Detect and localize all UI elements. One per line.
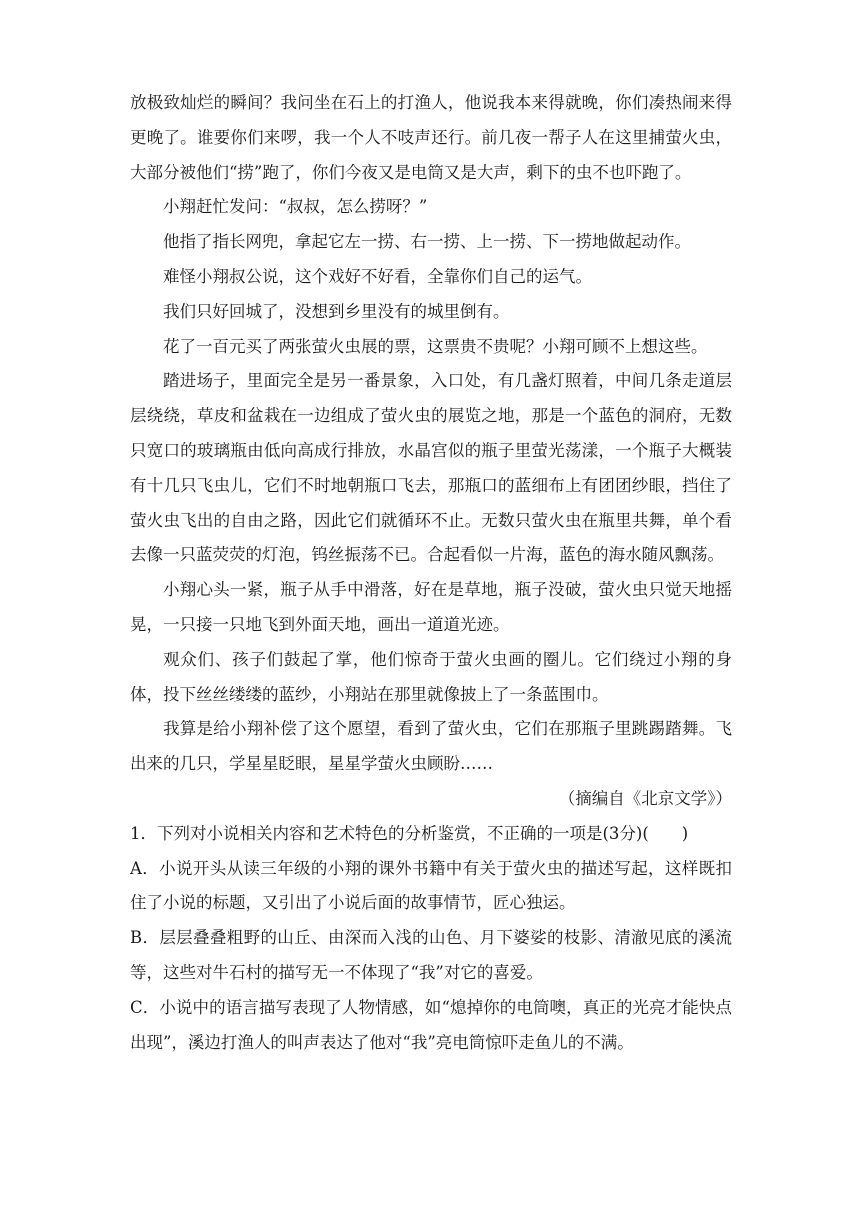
passage-paragraph-5: 我们只好回城了，没想到乡里没有的城里倒有。: [163, 301, 510, 321]
question-stem: 1．下列对小说相关内容和艺术特色的分析鉴赏，不正确的一项是(3分)( ): [130, 823, 689, 843]
passage-paragraph-3: 他指了指长网兜，拿起它左一捞、右一捞、上一捞、下一捞地做起动作。: [163, 232, 691, 252]
question-option-c: C．小说中的语言描写表现了人物情感，如“熄掉你的电筒噢，真正的光亮才能快点出现”，溪边打渔人的叫声表达了他对“我”亮电筒惊吓走鱼儿的不满。: [130, 997, 732, 1052]
passage-paragraph-10: 我算是给小翔补偿了这个愿望，看到了萤火虫，它们在那瓶子里跳踢踏舞。飞出来的几只，学星星眨眼，星星学萤火虫顾盼……: [130, 719, 732, 774]
passage-paragraph-8: 小翔心头一紧，瓶子从手中滑落，好在是草地，瓶子没破，萤火虫只觉天地摇晃，一只接一只地飞到外面天地，画出一道道光迹。: [130, 580, 732, 634]
passage-paragraph-6: 花了一百元买了两张萤火虫展的票，这票贵不贵呢？小翔可顾不上想这些。: [163, 336, 708, 356]
passage-paragraph-4: 难怪小翔叔公说，这个戏好不好看，全靠你们自己的运气。: [163, 266, 592, 286]
question-option-a: A．小说开头从读三年级的小翔的课外书籍中有关于萤火虫的描述写起，这样既扣住了小说的标题，又引出了小说后面的故事情节，匠心独运。: [130, 858, 732, 913]
passage-source: （摘编自《北京文学》）: [558, 788, 732, 808]
question-option-b: B．层层叠叠粗野的山丘、由深而入浅的山色、月下婆娑的枝影、清澈见底的溪流等，这些对牛石村的描写无一不体现了“我”对它的喜爱。: [130, 928, 732, 982]
passage-paragraph-7: 踏进场子，里面完全是另一番景象，入口处，有几盏灯照着，中间几条走道层层绕绕，草皮和盆栽在一边组成了萤火虫的展览之地，那是一个蓝色的洞府，无数只宽口的玻璃瓶由低向高成行排放，水晶宫似的瓶子里萤光荡漾，一个瓶子大概装有十几只飞虫儿，它们不时地朝瓶口飞去，那瓶口的蓝细布上有团团纱眼，挡住了萤火虫飞出的自由之路，因此它们就循环不止。无数只萤火虫在瓶里共舞，单个看去像一只蓝荧荧的灯泡，钨丝振荡不已。合起看似一片海，蓝色的海水随风飘荡。: [130, 371, 732, 565]
passage-paragraph-2: 小翔赶忙发问：“叔叔，怎么捞呀？”: [163, 197, 428, 217]
passage-paragraph-9: 观众们、孩子们鼓起了掌，他们惊奇于萤火虫画的圈儿。它们绕过小翔的身体，投下丝丝缕缕的蓝纱，小翔站在那里就像披上了一条蓝围巾。: [130, 649, 732, 704]
passage-paragraph-1: 放极致灿烂的瞬间？我问坐在石上的打渔人，他说我本来得就晚，你们凑热闹来得更晚了。谁要你们来啰，我一个人不吱声还行。前几夜一帮子人在这里捕萤火虫，大部分被他们“捞”跑了，你们今夜又是电筒又是大声，剩下的虫不也吓跑了。: [130, 93, 732, 182]
document-body: [130, 86, 732, 1060]
